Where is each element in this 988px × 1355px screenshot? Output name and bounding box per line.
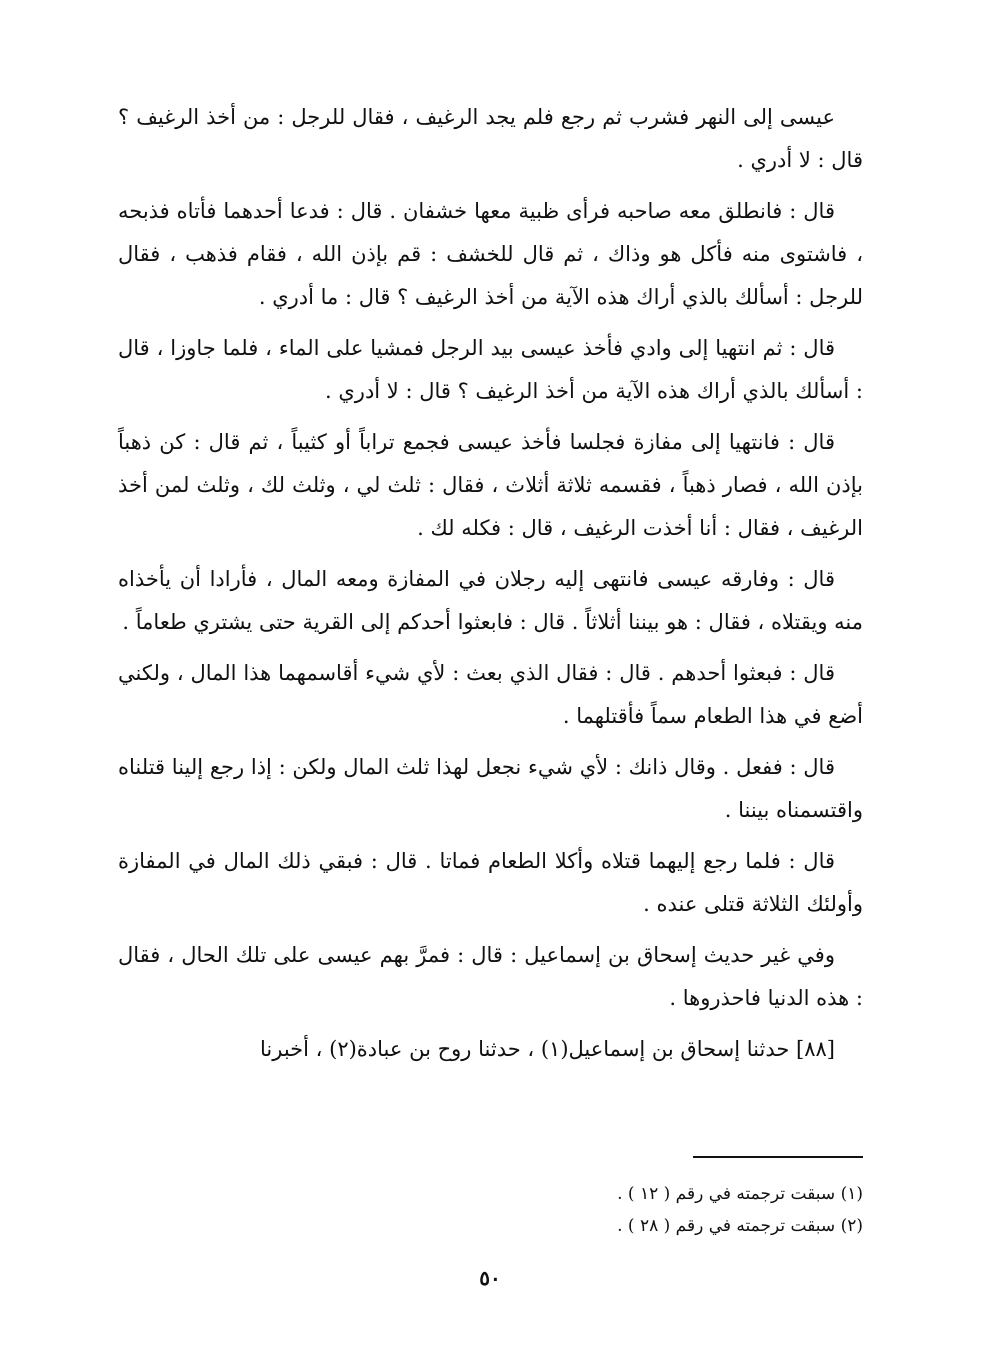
footnote: (٢) سبقت ترجمته في رقم ( ٢٨ ) . (617, 1216, 863, 1236)
page-number: ٥٠ (479, 1266, 501, 1290)
paragraph: قال : فانطلق معه صاحبه فرأى ظبية معها خشفان . قال : فدعا أحدهما فأتاه فذبحه ، فاشتوى منه فأكل هو وذاك ، ثم قال للخشف : قم بإذن الله ، فقام فذهب ، فقال للرجل : أسألك بالذي أراك هذه الآية من أخذ الرغيف ؟ قال : ما أدري . (118, 199, 863, 309)
main-text (118, 96, 863, 1079)
footnote: (١) سبقت ترجمته في رقم ( ١٢ ) . (617, 1184, 863, 1204)
paragraph: قال : ثم انتهيا إلى وادي فأخذ عيسى بيد الرجل فمشيا على الماء ، فلما جاوزا ، قال : أسألك بالذي أراك هذه الآية من أخذ الرغيف ؟ قال : لا أدري . (118, 336, 863, 403)
paragraph: قال : ففعل . وقال ذانك : لأي شيء نجعل لهذا ثلث المال ولكن : إذا رجع إلينا قتلناه واقتسمناه بيننا . (118, 755, 863, 822)
footnotes (300, 1178, 863, 1242)
paragraph: عيسى إلى النهر فشرب ثم رجع فلم يجد الرغيف ، فقال للرجل : من أخذ الرغيف ؟ قال : لا أدري . (118, 105, 863, 172)
paragraph: قال : وفارقه عيسى فانتهى إليه رجلان في المفازة ومعه المال ، فأرادا أن يأخذاه منه ويقتلاه ، فقال : هو بيننا أثلاثاً . قال : فابعثوا أحدكم إلى القرية حتى يشتري طعاماً . (118, 567, 863, 634)
paragraph: قال : فلما رجع إليهما قتلاه وأكلا الطعام فماتا . قال : فبقي ذلك المال في المفازة وأولئك الثلاثة قتلى عنده . (118, 849, 863, 916)
paragraph: وفي غير حديث إسحاق بن إسماعيل : قال : فمرَّ بهم عيسى على تلك الحال ، فقال : هذه الدنيا فاحذروها . (118, 943, 863, 1010)
paragraph: قال : فانتهيا إلى مفازة فجلسا فأخذ عيسى فجمع تراباً أو كثيباً ، ثم قال : كن ذهباً بإذن الله ، فصار ذهباً ، فقسمه ثلاثة أثلاث ، فقال : ثلث لي ، وثلث لك ، وثلث لمن أخذ الرغيف ، فقال : أنا أخذت الرغيف ، قال : فكله لك . (118, 430, 863, 540)
footnote-separator (693, 1156, 863, 1158)
paragraph: [٨٨] حدثنا إسحاق بن إسماعيل(١) ، حدثنا روح بن عبادة(٢) ، أخبرنا (260, 1037, 835, 1061)
paragraph: قال : فبعثوا أحدهم . قال : فقال الذي بعث : لأي شيء أقاسمهما هذا المال ، ولكني أضع في هذا الطعام سماً فأقتلهما . (118, 661, 863, 728)
